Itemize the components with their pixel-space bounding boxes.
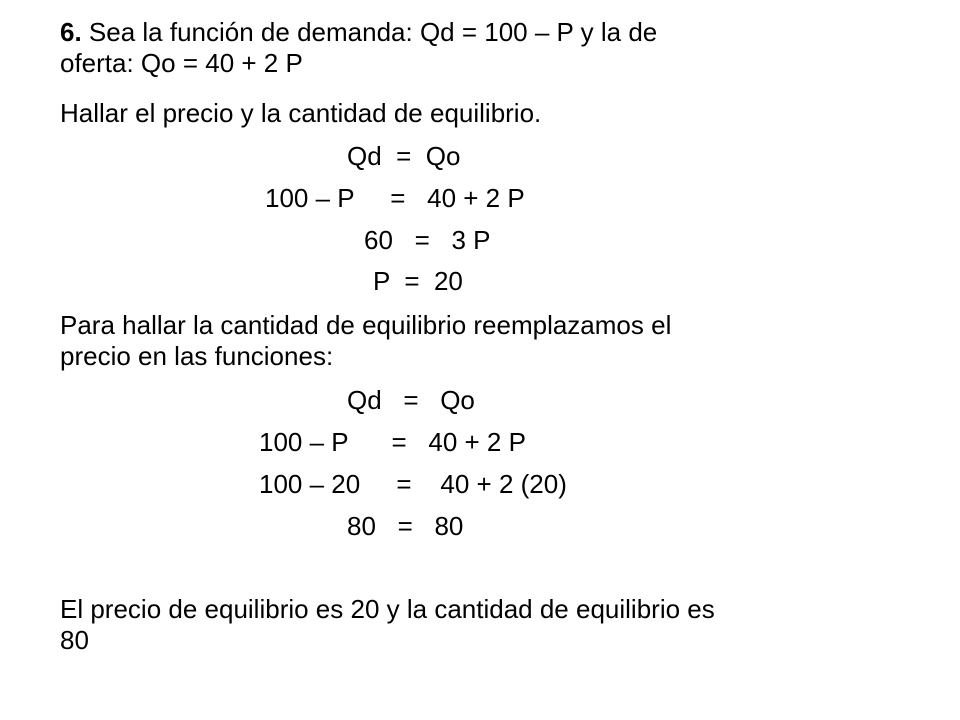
transition-paragraph [60,310,902,372]
equation-line: 100 – 20 = 40 + 2 (20) [259,469,567,499]
conclusion-line2: 80 [60,625,89,655]
conclusion-line1: El precio de equilibrio es 20 y la cantidad de equilibrio es [60,594,715,624]
equation-line: P = 20 [373,266,463,296]
conclusion-paragraph [60,594,902,656]
equation-line: 100 – P = 40 + 2 P [265,183,525,213]
problem-statement-line1: Sea la función de demanda: Qd = 100 – P y la de [88,17,658,47]
transition-line1: Para hallar la cantidad de equilibrio reemplazamos el [60,310,672,340]
equation-line: Qd = Qo [347,141,461,171]
transition-line2: precio en las funciones: [60,341,334,371]
equation-line: 60 = 3 P [364,225,491,255]
equation-line: 80 = 80 [347,511,464,541]
equation-line: Qd = Qo [347,385,475,415]
instruction-text: Hallar el precio y la cantidad de equilibrio. [60,98,542,128]
equation-line: 100 – P = 40 + 2 P [259,427,526,457]
problem-statement-line2: oferta: Qo = 40 + 2 P [60,48,303,78]
problem-number: 6. [60,17,82,47]
problem-statement [60,17,902,79]
